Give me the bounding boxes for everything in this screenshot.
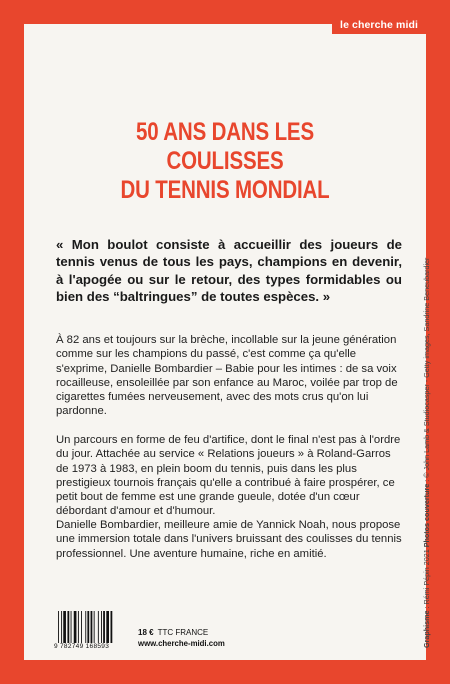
- paragraph-2: [56, 433, 402, 519]
- barcode: [56, 610, 130, 644]
- website-url: www.cherche-midi.com: [138, 639, 225, 648]
- paragraph-1: [56, 333, 402, 419]
- publisher-logo: le cherche midi: [332, 17, 426, 34]
- headline-line-1: 50 ANS DANS LES: [136, 118, 314, 146]
- paragraph-text: Danielle Bombardier, meilleure amie de Yannick Noah, nous propose une immersion totale dans l'univers bruissant des coulisses du tennis professionnel. Une aventure humaine, riche en amitié.: [56, 519, 402, 560]
- graphisme-value: : Rémi Pépin 2021: [422, 547, 431, 611]
- isbn-number: 9 782749 168593: [54, 643, 110, 650]
- paragraph-3: [56, 518, 402, 561]
- pull-quote: « Mon boulot consiste à accueillir des joueurs de tennis venus de tous les pays, champions en devenir, à l'apogée ou sur le retour, des types formidables ou bien des “baltringues” de toutes espèces. »: [56, 237, 402, 304]
- headline: [60, 118, 390, 205]
- credits-vertical: [422, 88, 431, 648]
- price-label: TTC FRANCE: [157, 628, 209, 637]
- graphisme-label: Graphisme: [422, 610, 431, 648]
- price: [138, 628, 208, 637]
- paragraph-text: Un parcours en forme de feu d'artifice, dont le final n'est pas à l'ordre du jour. Attachée au service « Relations joueurs » à Roland-Garros de 1973 à 1983, en plein boom du tennis, puis dans les plus prestigieux tournois français qu'elle a contribué à faire prospérer, ce petit bout de femme est une grande gueule, dotée d'un cœur débordant d'amour et d'humour.: [56, 434, 401, 518]
- paragraph-text: À 82 ans et toujours sur la brèche, incollable sur la jeune génération comme sur les champions du passé, c'est comme ça qu'elle s'exprime, Danielle Bombardier – Babie pour les intimes : de sa voix rocailleuse, ensoleillée par son enfance au Maroc, voilée par trop de cigarettes fumées nerveusement, avec des mots crus qu'on lui pardonne.: [56, 334, 398, 418]
- price-amount: 18 €: [138, 628, 154, 637]
- headline-line-2: COULISSES: [166, 147, 284, 175]
- photos-value: : © John Lamb & Studiocasper - Getty images, Sandrine Beneubardier: [422, 257, 431, 484]
- photos-label: Photos couverture: [422, 483, 431, 548]
- headline-line-3: DU TENNIS MONDIAL: [120, 176, 330, 204]
